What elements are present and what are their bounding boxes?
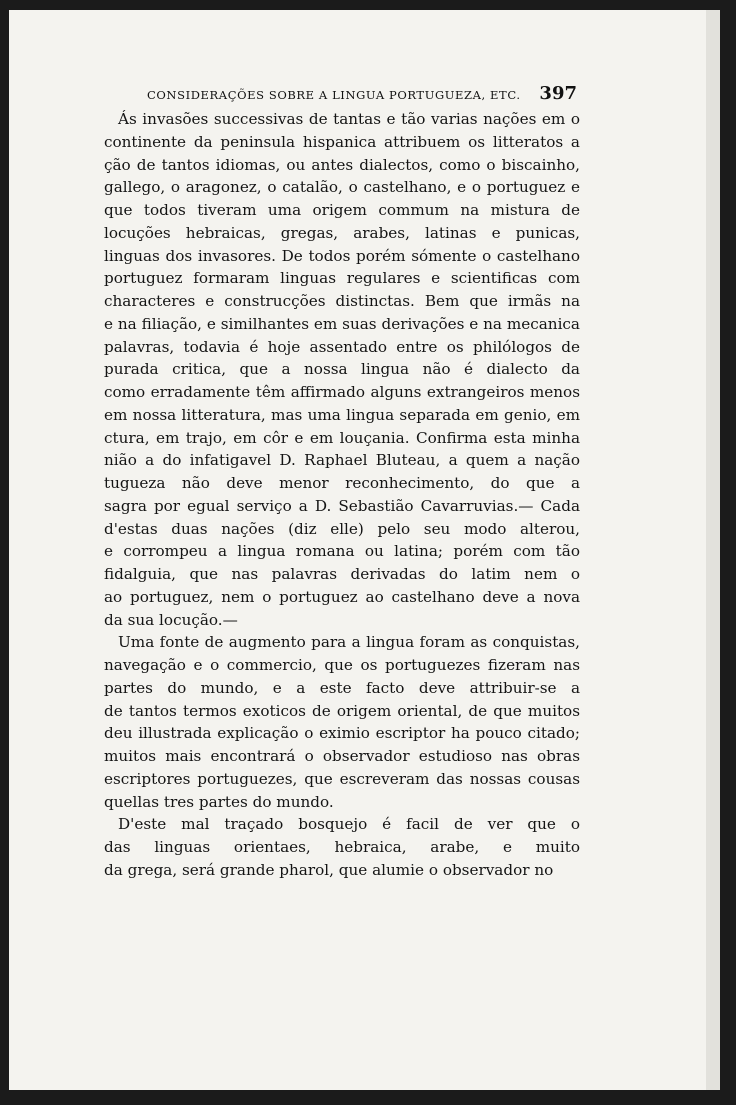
page-number: 397 (539, 83, 577, 104)
text-line: continente da peninsula hispanica attribuem os litteratos a (104, 132, 580, 151)
text-line: navegação e o commercio, que os portuguezes fizeram nas (104, 656, 580, 674)
text-line: characteres e construcções distinctas. Bem que irmãs na (104, 292, 580, 310)
text-line: que todos tiveram uma origem commum na mistura de (104, 201, 580, 219)
running-title: CONSIDERAÇÕES SOBRE A LINGUA PORTUGUEZA, ETC. (147, 88, 521, 102)
text-line: e corrompeu a lingua romana ou latina; porém com tão (104, 542, 580, 561)
text-line: muitos mais encontrará o observador estudioso nas obras (104, 747, 580, 765)
text-line: deu illustrada explicação o eximio escriptor ha pouco citado; (104, 724, 580, 743)
text-line: de tantos termos exoticos de origem oriental, de que muitos (104, 701, 580, 720)
text-line: partes do mundo, e a este facto deve attribuir-se a (104, 678, 580, 697)
text-line: fidalguia, que nas palavras derivadas do latim nem o (104, 565, 580, 583)
text-line: quellas tres partes do mundo. (104, 792, 334, 811)
text-line: ctura, em trajo, em côr e em louçania. Confirma esta minha (104, 428, 580, 447)
text-line: palavras, todavia é hoje assentado entre os philólogos de (104, 337, 580, 356)
text-line: Uma fonte de augmento para a lingua foram as conquistas, (118, 633, 580, 652)
text-line: em nossa litteratura, mas uma lingua separada em genio, em (104, 405, 580, 424)
paragraph (104, 108, 580, 631)
text-line: locuções hebraicas, gregas, arabes, latinas e punicas, (104, 223, 580, 242)
text-line: D'este mal traçado bosquejo é facil de ver que o (118, 815, 580, 834)
text-line: purada critica, que a nossa lingua não é dialecto da (104, 360, 580, 379)
text-line: nião a do infatigavel D. Raphael Bluteau, a quem a nação (104, 451, 580, 470)
text-line: ção de tantos idiomas, ou antes dialectos, como o biscainho, (104, 155, 580, 174)
text-line: tugueza não deve menor reconhecimento, do que a (104, 474, 580, 492)
page-header (147, 83, 581, 105)
text-line: como erradamente têm affirmado alguns extrangeiros menos (104, 383, 580, 401)
text-line: da sua locução.— (104, 610, 238, 629)
text-line: e na filiação, e similhantes em suas derivações e na mecanica (104, 314, 580, 333)
text-line: da grega, será grande pharol, que alumie o observador no (104, 860, 554, 879)
text-line: Ás invasões successivas de tantas e tão varias nações em o (118, 110, 580, 128)
text-line: das linguas orientaes, hebraica, arabe, e muito (104, 838, 580, 856)
paragraph (104, 813, 580, 881)
text-line: escriptores portuguezes, que escreveram das nossas cousas (104, 769, 580, 788)
paragraph (104, 631, 580, 813)
text-line: d'estas duas nações (diz elle) pelo seu modo alterou, (104, 519, 580, 538)
body-text (104, 108, 580, 882)
text-line: sagra por egual serviço a D. Sebastião Cavarruvias.— Cada (104, 496, 580, 515)
text-line: linguas dos invasores. De todos porém sómente o castelhano (104, 246, 580, 265)
text-line: portuguez formaram linguas regulares e scientificas com (104, 269, 580, 288)
text-line: ao portuguez, nem o portuguez ao castelhano deve a nova (104, 587, 580, 606)
text-line: gallego, o aragonez, o catalão, o castelhano, e o portuguez e (104, 178, 580, 197)
